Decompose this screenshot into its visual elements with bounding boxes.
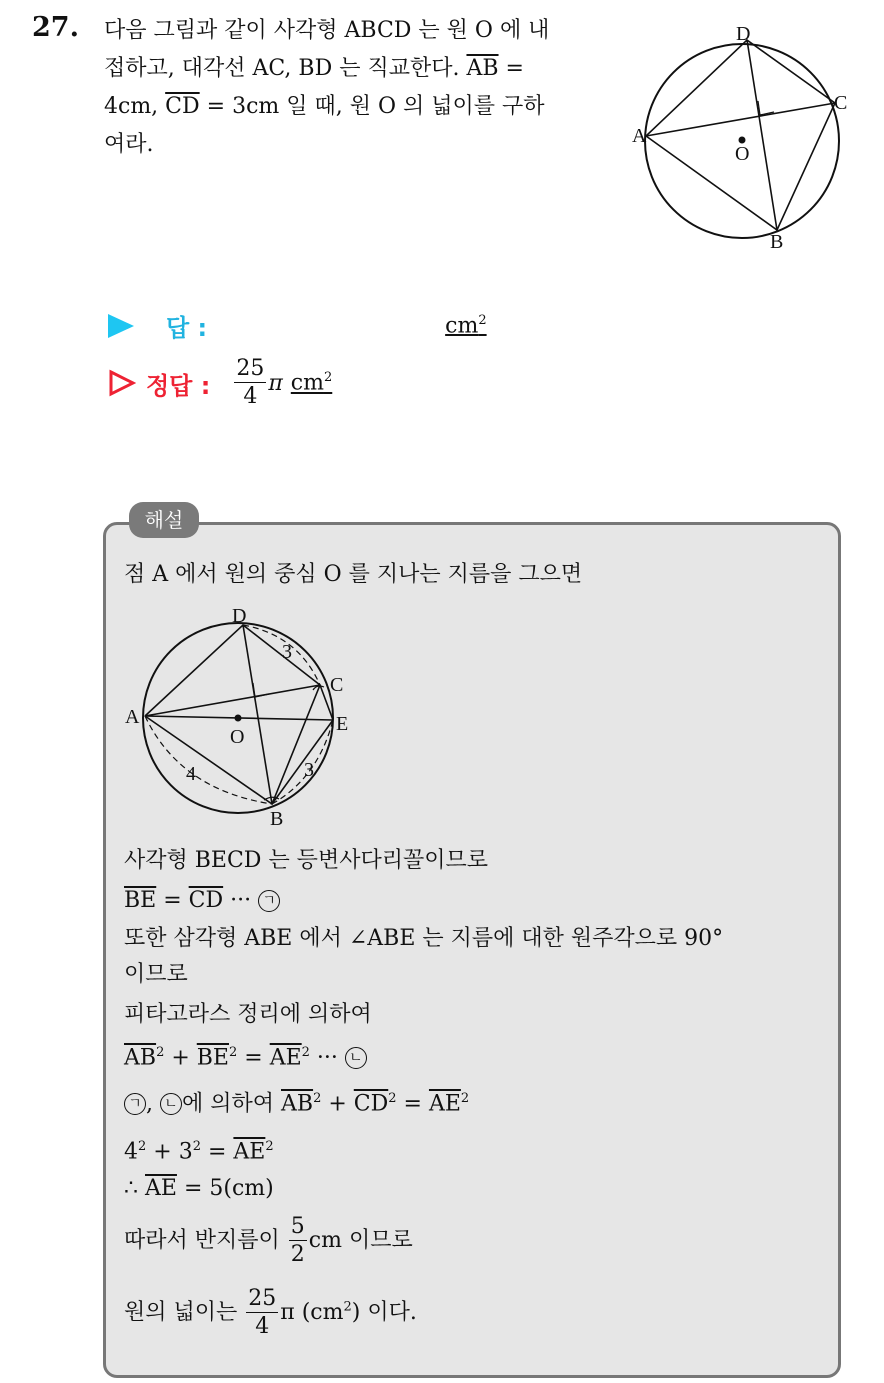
sol-label-3b: 3 [304, 759, 314, 781]
circled-nieun-icon: ㄴ [345, 1047, 367, 1069]
question-number: 27. [32, 12, 79, 43]
solution-line-6: 피타고라스 정리에 의하여 [124, 1002, 372, 1027]
solution-line-4: 또한 삼각형 ABE 에서 ∠ABE 는 지름에 대한 원주각으로 90° [124, 926, 724, 951]
sol-label-A: A [125, 706, 140, 728]
question-line-3: 4cm, $\overline{CD} = 3cm$ 일 때, 원 O 의 넓이를 구하 [104, 94, 545, 119]
correct-label: 정답 : [146, 371, 211, 400]
sol-label-3a: 3 [282, 641, 292, 663]
solution-line-7: $\overline{AB}^2 + \overline{BE}^2 = \overline{AE}^2$ ··· ㄴ [124, 1038, 367, 1073]
solution-line-1: 점 A 에서 원의 중심 O 를 지나는 지름을 그으면 [124, 562, 583, 587]
sol-label-B: B [270, 808, 284, 830]
label-A: A [632, 125, 647, 147]
circled-giyeok-icon: ㄱ [258, 890, 280, 912]
answer-label: 답 : [166, 314, 208, 342]
solution-figure [120, 600, 365, 835]
label-B: B [770, 231, 784, 253]
solution-line-5: 이므로 [124, 962, 188, 987]
correct-fraction: $\frac{25}{4}$ [236, 356, 265, 409]
solution-line-2: 사각형 BECD 는 등변사다리꼴이므로 [124, 848, 488, 873]
answer-row [108, 308, 487, 343]
question-line-2: 접하고, 대각선 AC, BD 는 직교한다. $\overline{AB}$ = [104, 56, 524, 81]
solution-badge: 해설 [129, 502, 199, 538]
circled-giyeok-icon: ㄱ [124, 1093, 146, 1115]
outline-triangle-icon [108, 369, 136, 397]
sol-label-4: 4 [186, 763, 196, 785]
question-line-4: 여라. [104, 132, 154, 157]
solution-line-8: ㄱ , ㄴ 에 의하여 $\overline{AB}^2 + \overline{CD}^2 = \overline{AE}^2$ [124, 1084, 469, 1119]
sol-label-E: E [336, 713, 349, 735]
question-figure [620, 18, 860, 258]
circled-nieun-icon: ㄴ [160, 1093, 182, 1115]
correct-row [108, 358, 332, 408]
question-line-1: 다음 그림과 같이 사각형 ABCD 는 원 O 에 내 [104, 18, 550, 43]
question-text [104, 12, 604, 164]
sol-label-O: O [230, 726, 245, 748]
solution-line-10: ∴ $\overline{AE} = 5(cm)$ [124, 1176, 274, 1201]
solution-line-3: $\overline{BE} = \overline{CD}$ ··· ㄱ [124, 886, 280, 916]
label-D: D [736, 23, 751, 45]
correct-unit: $cm^2$ [290, 370, 333, 396]
label-O: O [735, 143, 750, 165]
solution-line-11: 따라서 반지름이 $\frac{5}{2}$ cm 이므로 [124, 1214, 413, 1267]
sol-label-D: D [232, 605, 247, 627]
play-triangle-icon [108, 314, 134, 338]
label-C: C [834, 92, 848, 114]
sol-label-C: C [330, 674, 344, 696]
correct-pi: π [268, 370, 283, 396]
solution-line-9: $4^2 + 3^2 = \overline{AE}^2$ [124, 1139, 274, 1165]
answer-unit: $cm^2$ [445, 312, 487, 339]
solution-line-12: 원의 넓이는 $\frac{25}{4}$ π $(cm^2)$ 이다. [124, 1286, 417, 1339]
